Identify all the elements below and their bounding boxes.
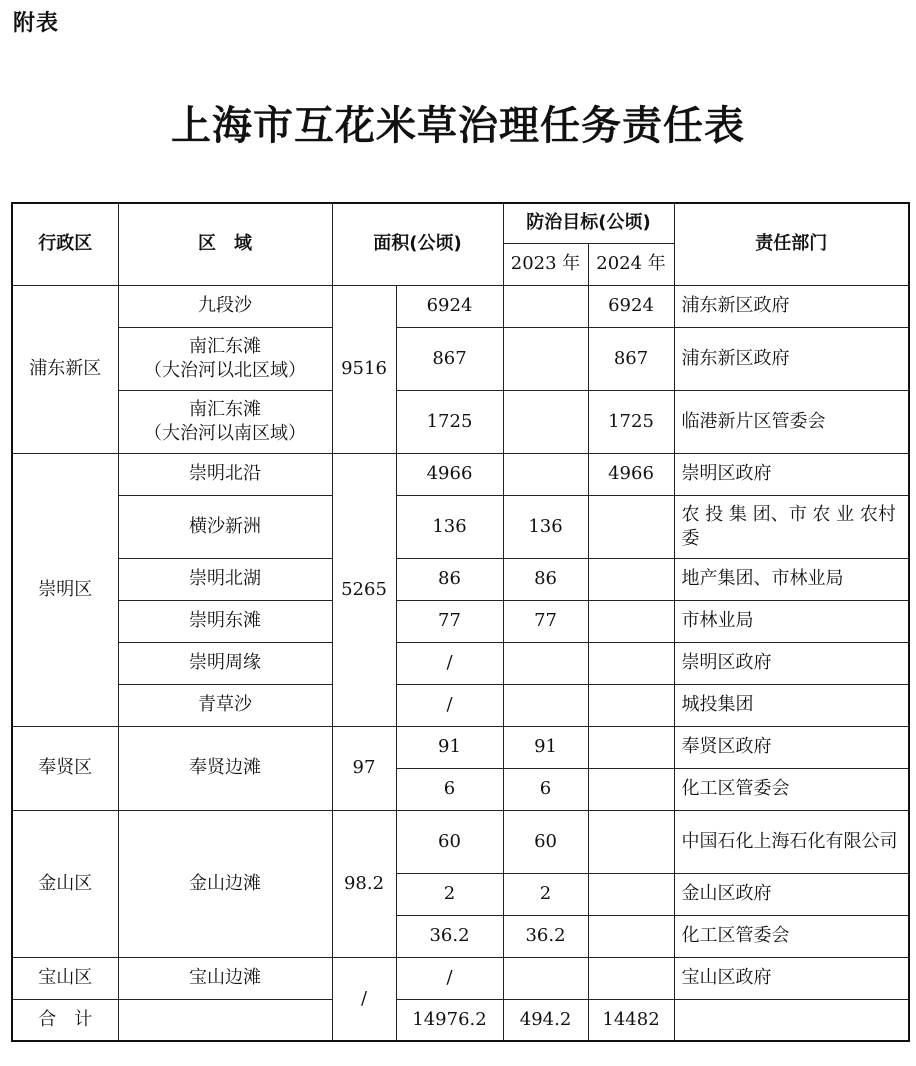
district-cell: 奉贤区	[12, 726, 118, 810]
y2023-cell: 2	[503, 873, 588, 915]
size-cell: 6	[396, 768, 503, 810]
district-size-cell: 97	[332, 726, 396, 810]
y2023-cell: 91	[503, 726, 588, 768]
appendix-label: 附表	[13, 11, 60, 36]
y2024-cell	[588, 600, 674, 642]
area-cell: 宝山边滩	[118, 957, 332, 999]
dept-cell: 金山区政府	[674, 873, 909, 915]
y2023-cell: 6	[503, 768, 588, 810]
table-row	[12, 453, 909, 495]
district-cell: 浦东新区	[12, 285, 118, 453]
size-cell: 60	[396, 810, 503, 873]
table-row	[12, 957, 909, 999]
district-cell: 崇明区	[12, 453, 118, 726]
y2023-cell: 36.2	[503, 915, 588, 957]
y2023-cell	[503, 390, 588, 453]
size-cell: 77	[396, 600, 503, 642]
y2024-cell	[588, 558, 674, 600]
table-row	[12, 726, 909, 768]
header-dept: 责任部门	[674, 203, 909, 285]
header-2024: 2024 年	[588, 243, 674, 285]
area-note: （大治河以南区域）	[144, 422, 306, 444]
table-row	[12, 684, 909, 726]
y2023-cell: 77	[503, 600, 588, 642]
dept-cell: 化工区管委会	[674, 915, 909, 957]
y2024-cell	[588, 495, 674, 558]
size-cell: /	[396, 684, 503, 726]
y2023-cell	[503, 957, 588, 999]
dept-cell: 浦东新区政府	[674, 327, 909, 390]
area-cell: 九段沙	[118, 285, 332, 327]
size-cell: 36.2	[396, 915, 503, 957]
y2023-cell	[503, 453, 588, 495]
header-size: 面积(公顷)	[332, 203, 503, 285]
y2024-cell	[588, 957, 674, 999]
dept-cell: 崇明区政府	[674, 453, 909, 495]
total-2023: 494.2	[503, 999, 588, 1041]
y2024-cell	[588, 915, 674, 957]
table-row	[12, 390, 909, 453]
y2023-cell: 60	[503, 810, 588, 873]
area-note: （大治河以北区域）	[144, 359, 306, 381]
district-size-cell: /	[332, 957, 396, 1041]
district-cell: 宝山区	[12, 957, 118, 999]
total-row	[12, 999, 909, 1041]
dept-cell: 农 投 集 团、市 农 业 农村委	[674, 495, 909, 558]
size-cell: 86	[396, 558, 503, 600]
total-area-cell	[118, 999, 332, 1041]
area-cell: 崇明周缘	[118, 642, 332, 684]
y2023-cell	[503, 684, 588, 726]
size-cell: 91	[396, 726, 503, 768]
district-size-cell: 5265	[332, 453, 396, 726]
header-district: 行政区	[12, 203, 118, 285]
header-2023: 2023 年	[503, 243, 588, 285]
y2024-cell: 6924	[588, 285, 674, 327]
area-cell	[118, 390, 332, 453]
area-name: 南汇东滩	[189, 335, 261, 357]
dept-cell: 中国石化上海石化有限公司	[674, 810, 909, 873]
area-cell: 青草沙	[118, 684, 332, 726]
y2024-cell: 867	[588, 327, 674, 390]
y2024-cell: 4966	[588, 453, 674, 495]
dept-cell: 浦东新区政府	[674, 285, 909, 327]
table-row	[12, 600, 909, 642]
total-dept	[674, 999, 909, 1041]
area-name: 南汇东滩	[189, 398, 261, 420]
size-cell: 136	[396, 495, 503, 558]
size-cell: 1725	[396, 390, 503, 453]
area-cell: 奉贤边滩	[118, 726, 332, 810]
district-cell: 金山区	[12, 810, 118, 957]
area-cell: 崇明东滩	[118, 600, 332, 642]
dept-cell: 宝山区政府	[674, 957, 909, 999]
y2024-cell	[588, 642, 674, 684]
total-2024: 14482	[588, 999, 674, 1041]
y2023-cell: 136	[503, 495, 588, 558]
dept-cell: 崇明区政府	[674, 642, 909, 684]
size-cell: 2	[396, 873, 503, 915]
dept-cell: 化工区管委会	[674, 768, 909, 810]
y2023-cell	[503, 285, 588, 327]
table-row	[12, 495, 909, 558]
y2024-cell: 1725	[588, 390, 674, 453]
area-cell: 崇明北湖	[118, 558, 332, 600]
dept-cell: 市林业局	[674, 600, 909, 642]
district-size-cell: 98.2	[332, 810, 396, 957]
table-row	[12, 285, 909, 327]
y2024-cell	[588, 768, 674, 810]
dept-cell: 城投集团	[674, 684, 909, 726]
area-cell: 崇明北沿	[118, 453, 332, 495]
header-target: 防治目标(公顷)	[503, 203, 674, 243]
district-size-cell: 9516	[332, 285, 396, 453]
y2023-cell	[503, 327, 588, 390]
responsibility-table	[11, 202, 910, 1042]
table-row	[12, 810, 909, 873]
page-title: 上海市互花米草治理任务责任表	[171, 102, 745, 149]
table-row	[12, 642, 909, 684]
dept-cell: 奉贤区政府	[674, 726, 909, 768]
header-area: 区 域	[118, 203, 332, 285]
area-cell: 金山边滩	[118, 810, 332, 957]
table-row	[12, 327, 909, 390]
size-cell: 867	[396, 327, 503, 390]
area-cell	[118, 327, 332, 390]
size-cell: 6924	[396, 285, 503, 327]
dept-cell: 地产集团、市林业局	[674, 558, 909, 600]
size-cell: /	[396, 957, 503, 999]
y2024-cell	[588, 810, 674, 873]
size-cell: /	[396, 642, 503, 684]
table-row	[12, 558, 909, 600]
size-cell: 4966	[396, 453, 503, 495]
y2023-cell	[503, 642, 588, 684]
y2024-cell	[588, 684, 674, 726]
total-size: 14976.2	[396, 999, 503, 1041]
dept-cell: 临港新片区管委会	[674, 390, 909, 453]
y2024-cell	[588, 873, 674, 915]
area-cell: 横沙新洲	[118, 495, 332, 558]
y2024-cell	[588, 726, 674, 768]
total-label: 合 计	[12, 999, 118, 1041]
y2023-cell: 86	[503, 558, 588, 600]
